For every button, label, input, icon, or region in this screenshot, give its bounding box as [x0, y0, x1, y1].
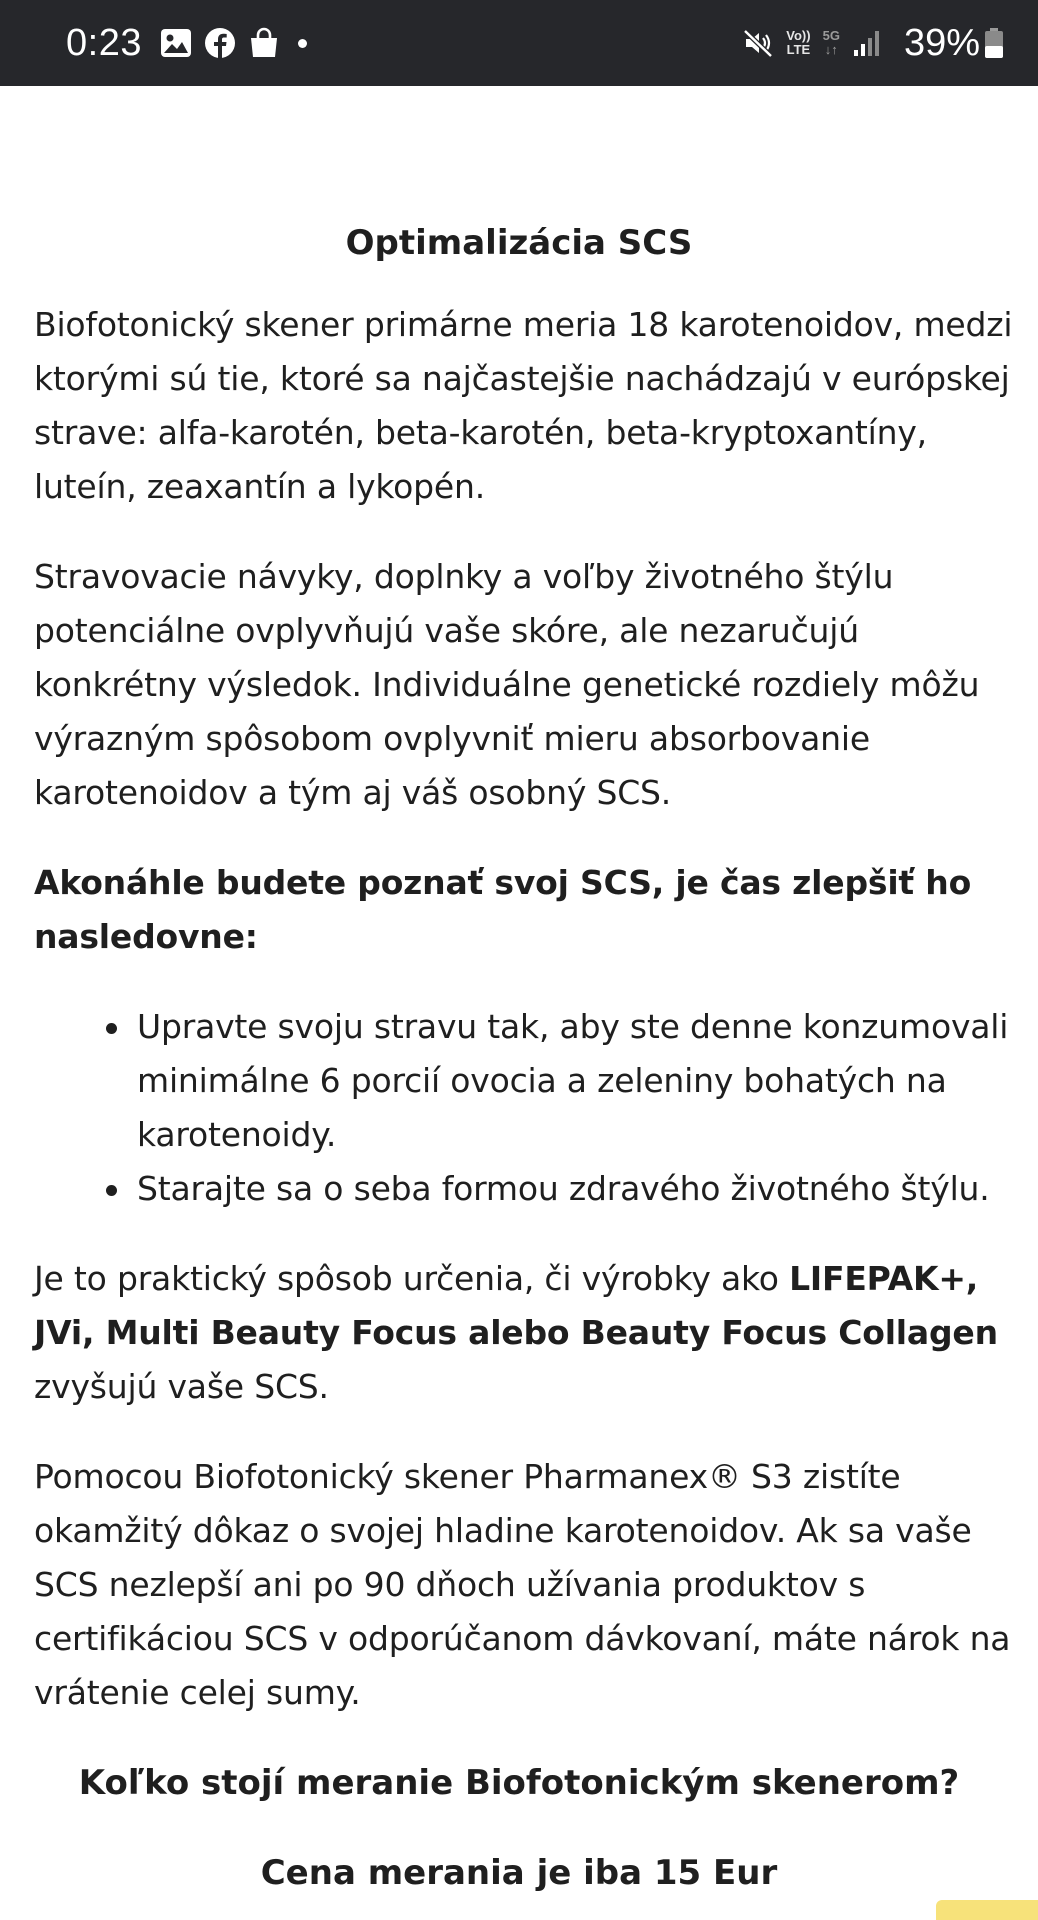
products-text-after: zvyšujú vaše SCS.: [34, 1367, 329, 1406]
battery-icon: [984, 27, 1004, 59]
list-item: Upravte svoju stravu tak, aby ste denne konzumovali minimálne 6 porcií ovocia a zeleniny bohatých na karotenoidy.: [137, 1000, 1024, 1162]
mute-icon: [742, 27, 774, 59]
paragraph-products: [34, 1252, 1024, 1414]
shopping-bag-icon: [248, 27, 280, 59]
status-bar: [0, 0, 1038, 86]
5g-icon: [823, 29, 840, 57]
products-names: LIFEPAK+, JVi, Multi Beauty Focus alebo Beauty Focus Collagen: [34, 1259, 998, 1352]
net-line1: 5G: [822, 28, 840, 43]
list-item: Starajte sa o seba formou zdravého životného štýlu.: [137, 1162, 1024, 1216]
paragraph-scanner: Pomocou Biofotonický skener Pharmanex® S3 zistíte okamžitý dôkaz o svojej hladine karotenoidov. Ak sa vaše SCS nezlepší ani po 90 dňoch užívania produktov s certifikáciou SCS v odporúčanom dávkovaní, máte nárok na vrátenie celej sumy.: [34, 1457, 1011, 1712]
paragraph-improve-heading: Akonáhle budete poznať svoj SCS, je čas zlepšiť ho nasledovne:: [34, 863, 972, 956]
article-content: [34, 86, 1024, 1900]
status-time: 0:23: [66, 21, 142, 64]
volte-line2: LTE: [786, 42, 811, 57]
net-line2: ↓↑: [824, 42, 838, 57]
price-heading: Cena merania je iba 15 Eur: [260, 1853, 778, 1893]
battery-percentage: 39%: [903, 21, 980, 64]
floating-chat-badge[interactable]: [936, 1900, 1038, 1920]
facebook-icon: [204, 27, 236, 59]
volte-line1: Vo)): [786, 28, 811, 43]
gallery-icon: [160, 28, 192, 58]
notification-dot: [298, 39, 307, 48]
volte-icon: [786, 29, 810, 57]
section-title: Optimalizácia SCS: [345, 223, 693, 263]
price-question-heading: Koľko stojí meranie Biofotonickým skenerom?: [78, 1763, 960, 1803]
paragraph-habits: Stravovacie návyky, doplnky a voľby životného štýlu potenciálne ovplyvňujú vaše skóre, ale nezaručujú konkrétny výsledok. Individuálne genetické rozdiely môžu výrazným spôsobom ovplyvniť mieru absorbovanie karotenoidov a tým aj váš osobný SCS.: [34, 557, 980, 812]
tips-list: [34, 1000, 1024, 1216]
status-right: [742, 22, 1004, 65]
status-left: [66, 22, 307, 65]
paragraph-carotenoids: Biofotonický skener primárne meria 18 karotenoidov, medzi ktorými sú tie, ktoré sa najčastejšie nachádzajú v európskej strave: alfa-karotén, beta-karotén, beta-kryptoxantíny, luteín, zeaxantín a lykopén.: [34, 305, 1013, 506]
products-text-before: Je to praktický spôsob určenia, či výrobky ako: [34, 1259, 790, 1298]
signal-icon: [852, 28, 882, 58]
